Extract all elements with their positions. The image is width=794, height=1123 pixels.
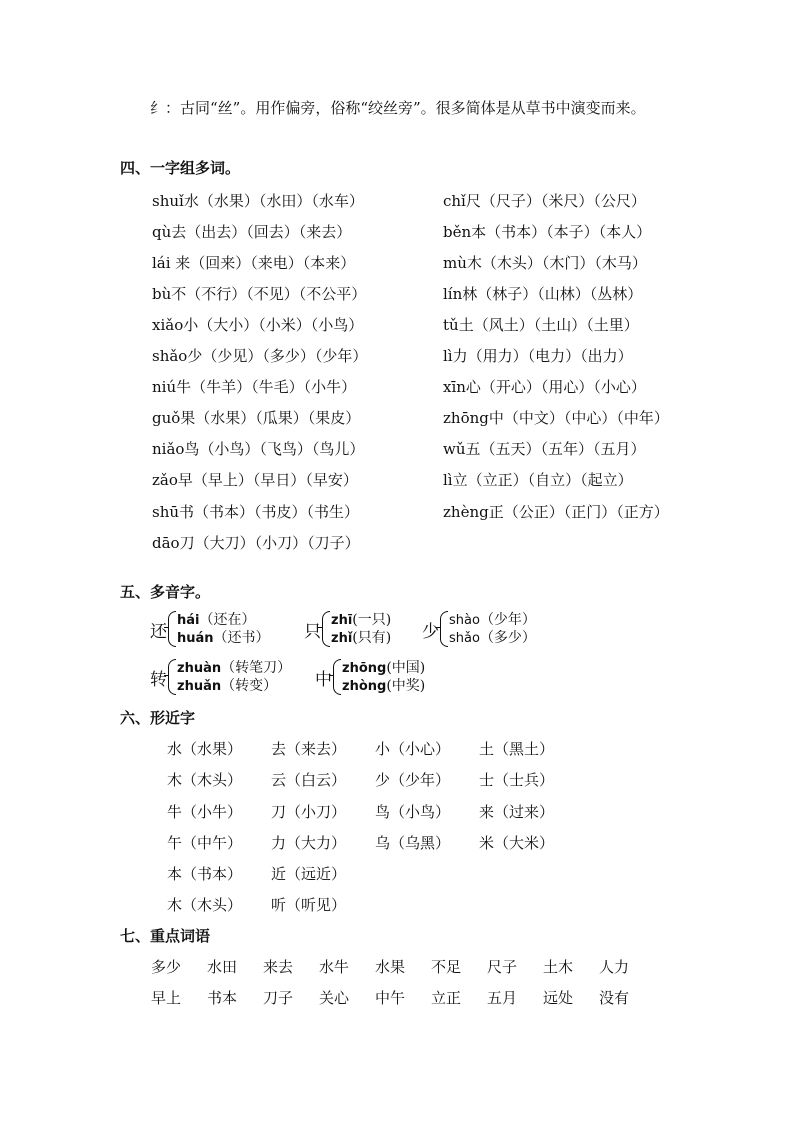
example-word: (只有) [352,630,392,646]
key-word: 没有 [599,989,630,1007]
similar-char-item: 木（木头） [167,771,243,789]
word-group-item: lái 来（回来）（来电）（本来） [152,254,356,272]
pinyin: zhōng [342,661,387,676]
section-heading-seven: 七、重点词语 [120,927,211,945]
pinyin: zhuǎn [177,679,222,694]
key-word: 刀子 [263,989,294,1007]
key-word: 书本 [207,989,238,1007]
example-word: （多少） [479,630,536,646]
similar-char-item: 鸟（小鸟） [375,803,451,821]
brace-icon [168,611,176,647]
polyphone-char: 少 [422,621,439,642]
similar-char-item: 午（中午） [167,834,243,852]
word-group-item: wǔ五（五天）（五年）（五月） [443,440,646,458]
word-group-item: bù不（不行）（不见）（不公平） [152,285,367,303]
brace-icon [440,611,448,647]
example-word: （转变） [221,678,278,694]
pinyin: shào [449,613,480,628]
word-group-item: dāo刀（大刀）（小刀）（刀子） [152,534,360,552]
similar-char-item: 米（大米） [479,834,555,852]
pinyin: huán [177,631,214,646]
pinyin: zhī [331,613,353,628]
similar-char-item: 本（书本） [167,865,243,883]
similar-char-item: 士（士兵） [479,771,555,789]
polyphone-char: 转 [150,669,167,690]
word-group-item: lì力（用力）（电力）（出力） [443,347,633,365]
key-word: 水牛 [319,958,350,976]
example-word: （还在） [199,612,256,628]
word-group-item: guǒ果（水果）（瓜果）（果皮） [152,409,361,427]
key-word: 人力 [599,958,630,976]
key-word: 水果 [375,958,406,976]
word-group-item: niú牛（牛羊）（牛毛）（小牛） [152,378,357,396]
polyphone-char: 中 [315,669,332,690]
example-word: （转笔刀） [221,660,292,676]
pinyin: zhǐ [331,631,353,646]
word-group-item: zǎo早（早上）（早日）（早安） [152,471,358,489]
example-word: （还书） [213,630,270,646]
similar-char-item: 来（过来） [479,803,555,821]
word-group-item: lín林（林子）（山林）（丛林） [443,285,643,303]
word-group-item: mù木（木头）（木门）（木马） [443,254,647,272]
example-word: （少年） [479,612,536,628]
word-group-item: qù去（出去）（回去）（来去） [152,223,352,241]
intro-paragraph: 纟：古同“丝”。用作偏旁，俗称“绞丝旁”。很多简体是从草书中演变而来。 [150,99,646,117]
word-group-item: lì立（立正）（自立）（起立） [443,471,633,489]
word-group-item: chǐ尺（尺子）（米尺）（公尺） [443,192,646,210]
word-group-item: zhèng正（公正）（正门）（正方） [443,503,669,521]
key-word: 远处 [543,989,574,1007]
pinyin: shǎo [449,631,480,646]
polyphone-char: 还 [150,621,167,642]
key-word: 五月 [487,989,518,1007]
similar-char-item: 力（大力） [271,834,347,852]
key-word: 土木 [543,958,574,976]
word-group-item: tǔ土（风土）（土山）（土里） [443,316,639,334]
similar-char-item: 去（来去） [271,740,347,758]
example-word: (中国) [386,660,426,676]
word-group-item: shuǐ水（水果）（水田）（水车） [152,192,364,210]
similar-char-item: 少（少年） [375,771,451,789]
similar-char-item: 刀（小刀） [271,803,347,821]
example-word: (中奖) [386,678,426,694]
polyphone-zhong [315,659,425,695]
word-group-item: shǎo少（少见）（多少）（少年） [152,347,368,365]
polyphone-char: 只 [304,621,321,642]
key-word: 来去 [263,958,294,976]
pinyin: zhuàn [177,661,222,676]
section-heading-four: 四、一字组多词。 [120,159,241,177]
key-word: 中午 [375,989,406,1007]
pinyin: zhòng [342,679,387,694]
polyphone-zhi [304,611,391,647]
similar-char-item: 近（远近） [271,865,347,883]
word-group-item: zhōng中（中文）（中心）（中年） [443,409,669,427]
similar-char-item: 木（木头） [167,896,243,914]
similar-char-item: 云（白云） [271,771,347,789]
section-heading-five: 五、多音字。 [120,583,211,601]
key-word: 不足 [431,958,462,976]
similar-char-item: 小（小心） [375,740,451,758]
key-word: 关心 [319,989,350,1007]
section-heading-six: 六、形近字 [120,709,196,727]
word-group-item: shū书（书本）（书皮）（书生） [152,503,360,521]
polyphone-hai-huan [150,611,270,647]
similar-char-item: 乌（乌黑） [375,834,451,852]
brace-icon [168,659,176,695]
similar-char-item: 土（黑土） [479,740,555,758]
word-group-item: xīn心（开心）（用心）（小心） [443,378,646,396]
key-word: 多少 [151,958,182,976]
polyphone-zhuan [150,659,291,695]
pinyin: hái [177,613,200,628]
similar-char-item: 水（水果） [167,740,243,758]
key-word: 立正 [431,989,462,1007]
brace-icon [333,659,341,695]
key-word: 早上 [151,989,182,1007]
similar-char-item: 听（听见） [271,896,347,914]
word-group-item: niǎo鸟（小鸟）（飞鸟）（鸟儿） [152,440,365,458]
key-word: 尺子 [487,958,518,976]
polyphone-shao [422,611,536,647]
brace-icon [322,611,330,647]
word-group-item: běn本（书本）（本子）（本人） [443,223,652,241]
key-word: 水田 [207,958,238,976]
similar-char-item: 牛（小牛） [167,803,243,821]
example-word: (一只) [352,612,392,628]
word-group-item: xiǎo小（大小）（小米）（小鸟） [152,316,364,334]
